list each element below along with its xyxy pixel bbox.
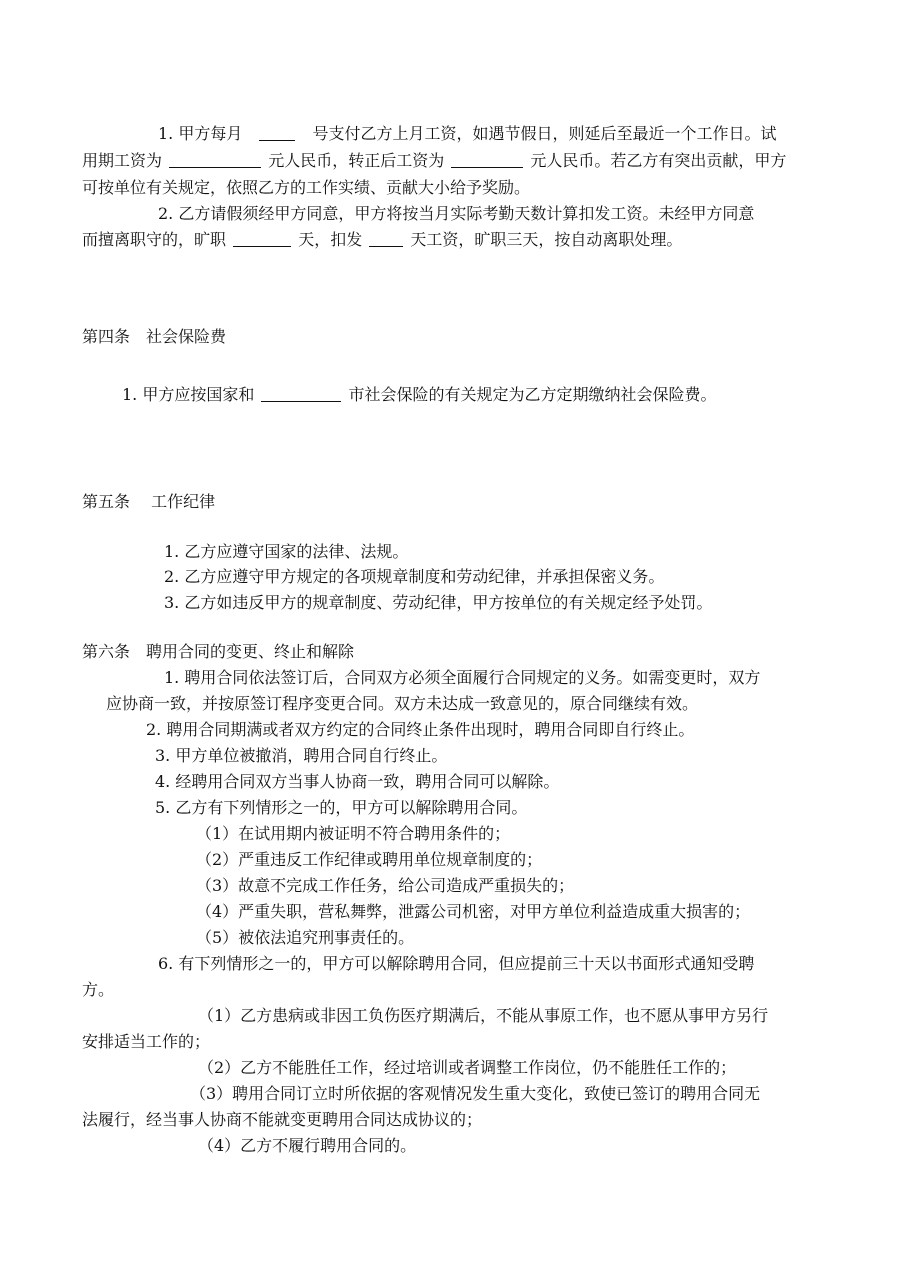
- art6-p5-sub: （3）故意不完成工作任务，给公司造成严重损失的；: [196, 876, 575, 895]
- art3-p2-text: 而擅离职守的，旷职: [82, 230, 227, 249]
- art4-item1: [122, 384, 717, 406]
- art6-p6-sub4: （4）乙方不履行聘用合同的。: [198, 1136, 417, 1155]
- art6-p6-sub2: （2）乙方不能胜任工作，经过培训或者调整工作岗位，仍不能胜任工作的；: [198, 1058, 737, 1077]
- art3-p1-text: 号支付乙方上月工资，如遇节假日，则延后至最近一个工作日。试: [312, 124, 777, 143]
- art6-p6-sub3-line1: （3）聘用合同订立时所依据的客观情况发生重大变化，致使已签订的聘用合同无: [190, 1084, 761, 1103]
- art3-p1-text: 元人民币。若乙方有突出贡献，甲方: [530, 151, 787, 170]
- deduction-days-blank: [369, 230, 403, 247]
- art6-p5-sub: （2）严重违反工作纪律或聘用单位规章制度的；: [196, 850, 543, 869]
- art6-p6-sub1-line1: （1）乙方患病或非因工负伤医疗期满后，不能从事原工作，也不愿从事甲方另行: [198, 1006, 769, 1025]
- art4-item1-text: 市社会保险的有关规定为乙方定期缴纳社会保险费。: [348, 385, 717, 404]
- art3-p1-text: 用期工资为: [82, 151, 163, 170]
- art5-item: 2. 乙方应遵守甲方规定的各项规章制度和劳动纪律，并承担保密义务。: [164, 567, 665, 586]
- art6-p6-line2: 方。: [82, 980, 115, 999]
- art6-p5: 5. 乙方有下列情形之一的，甲方可以解除聘用合同。: [155, 798, 528, 817]
- art3-p2-text: 天，扣发: [298, 230, 363, 249]
- art6-p6-line1: 6. 有下列情形之一的，甲方可以解除聘用合同，但应提前三十天以书面形式通知受聘: [158, 954, 755, 973]
- art3-p1-line1: [158, 123, 777, 145]
- art3-p1-line3: 可按单位有关规定，依照乙方的工作实绩、贡献大小给予奖励。: [82, 178, 531, 197]
- article4-heading: 第四条 社会保险费: [82, 327, 227, 346]
- probation-salary-blank: [169, 151, 261, 168]
- art6-p1-line1: 1. 聘用合同依法签订后，合同双方必须全面履行合同规定的义务。如需变更时，双方: [164, 668, 761, 687]
- art6-p3: 3. 甲方单位被撤消，聘用合同自行终止。: [155, 746, 448, 765]
- article5-heading: 第五条 工作纪律: [82, 492, 216, 511]
- art6-p2: 2. 聘用合同期满或者双方约定的合同终止条件出现时，聘用合同即自行终止。: [146, 720, 695, 739]
- art6-p1-line2: 应协商一致，并按原签订程序变更合同。双方未达成一致意见的，原合同继续有效。: [106, 694, 699, 713]
- art6-p5-sub: （1）在试用期内被证明不符合聘用条件的；: [196, 824, 511, 843]
- art6-p5-sub: （5）被依法追究刑事责任的。: [196, 928, 415, 947]
- payday-blank: [259, 124, 295, 141]
- regular-salary-blank: [451, 151, 523, 168]
- art3-p2-line2: [82, 229, 682, 251]
- city-blank: [261, 385, 341, 402]
- art3-p2-line1: 2. 乙方请假须经甲方同意，甲方将按当月实际考勤天数计算扣发工资。未经甲方同意: [158, 204, 755, 223]
- art5-item: 3. 乙方如违反甲方的规章制度、劳动纪律，甲方按单位的有关规定经予处罚。: [164, 593, 713, 612]
- article6-heading: 第六条 聘用合同的变更、终止和解除: [82, 642, 355, 661]
- art6-p6-sub1-line2: 安排适当工作的；: [82, 1032, 211, 1051]
- art3-p1-text: 1. 甲方每月: [158, 124, 243, 143]
- art3-p1-line2: [82, 150, 786, 172]
- art6-p5-sub: （4）严重失职，营私舞弊，泄露公司机密，对甲方单位利益造成重大损害的；: [196, 902, 751, 921]
- art6-p6-sub3-line2: 法履行，经当事人协商不能就变更聘用合同达成协议的；: [82, 1110, 483, 1129]
- art5-item: 1. 乙方应遵守国家的法律、法规。: [164, 542, 409, 561]
- absence-days-blank: [233, 230, 291, 247]
- art6-p4: 4. 经聘用合同双方当事人协商一致，聘用合同可以解除。: [155, 772, 560, 791]
- art3-p2-text: 天工资，旷职三天，按自动离职处理。: [410, 230, 683, 249]
- art3-p1-text: 元人民币，转正后工资为: [268, 151, 445, 170]
- art4-item1-text: 1. 甲方应按国家和: [122, 385, 255, 404]
